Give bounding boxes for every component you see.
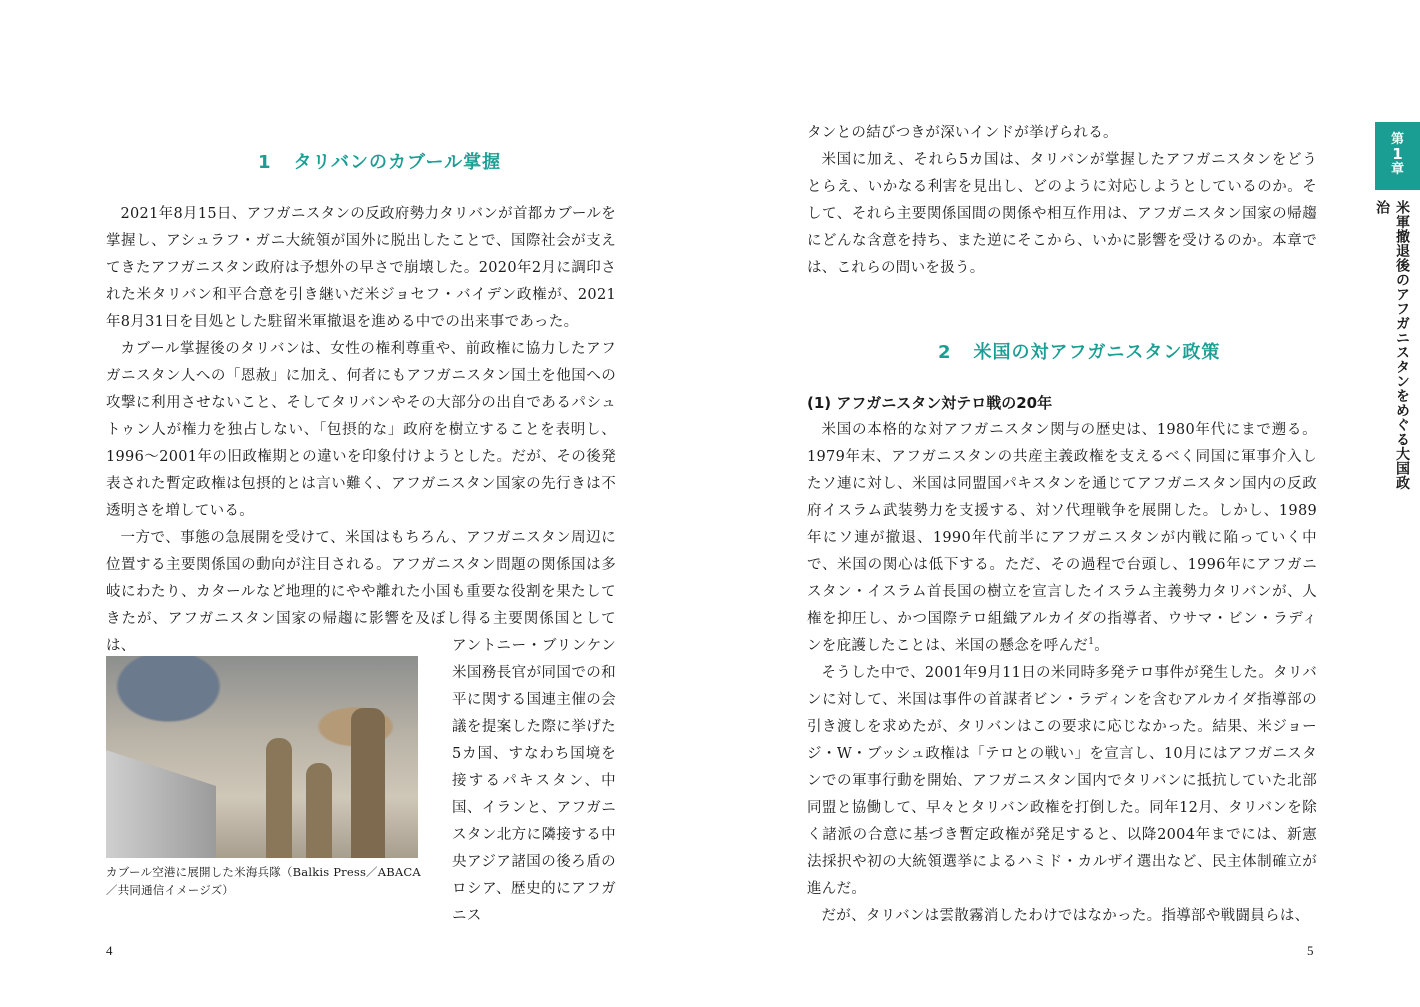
photo-figure — [351, 708, 385, 858]
chapter-tab: 第 1 章 — [1375, 122, 1420, 190]
photo-caption: カブール空港に展開した米海兵隊（Balkis Press／ABACA／共同通信イメージズ） — [106, 865, 421, 897]
footnote-ref: 1 — [1088, 637, 1095, 648]
side-column-text: アントニー・ブリンケン米国務長官が同国での和平に関する国連主催の会議を提案した際に挙げた5カ国、すなわち国境を接するパキスタン、中国、イランと、アフガニスタン北方に隣接する中央アジア諸国の後ろ盾のロシア、歴史的にアフガニス — [452, 638, 616, 924]
photo-figure — [266, 738, 292, 858]
paragraph: 米国に加え、それら5カ国は、タリバンが掌握したアフガニスタンをどうとらえ、いかなる利害を見出し、どのように対応しようとしているのか。そして、それら主要関係国間の関係や相互作用は、アフガニスタン国家の帰趨にどんな含意を持ち、また逆にそこから、いかに影響を受けるのか。本章では、これらの問いを扱う。 — [807, 152, 1317, 276]
photo-figure — [306, 763, 332, 858]
subsection-title: (1) アフガニスタン対テロ戦の20年 — [807, 394, 1053, 412]
left-main-text — [106, 201, 616, 660]
right-intro-text — [807, 120, 1317, 282]
right-page — [710, 0, 1420, 1007]
section-title-1: 1 タリバンのカブール掌握 — [258, 152, 502, 173]
page-number-right: 5 — [1307, 943, 1314, 958]
paragraph: 米国の本格的な対アフガニスタン関与の歴史は、1980年代にまで遡る。1979年末、アフガニスタンの共産主義政権を支えるべく同国に軍事介入したソ連に対し、米国は同盟国パキスタンを通じてアフガニスタン国内の反政府イスラム武装勢力を支援する、対ソ代理戦争を展開した。しかし、1989年にソ連が撤退、1990年代前半にアフガニスタンが内戦に陥っていく中で、米国の関心は低下する。ただ、その過程で台頭し、1996年にアフガニスタン・イスラム首長国の樹立を宣言したイスラム主義勢力タリバンが、人権を抑圧し、かつ国際テロ組織アルカイダの指導者、ウサマ・ビン・ラディンを庇護したことは、米国の懸念を呼んだ$^1$。 — [807, 422, 1317, 654]
photo-barrier — [106, 738, 216, 858]
page-number-left: 4 — [106, 943, 113, 958]
paragraph: 一方で、事態の急展開を受けて、米国はもちろん、アフガニスタン周辺に位置する主要関係国の動向が注目される。アフガニスタン問題の関係国は多岐にわたり、カタールなど地理的にやや離れた小国も重要な役割を果たしてきたが、アフガニスタン国家の帰趨に影響を及ぼし得る主要関係国としては、 — [106, 530, 616, 654]
paragraph: カブール掌握後のタリバンは、女性の権利尊重や、前政権に協力したアフガニスタン人への「恩赦」に加え、何者にもアフガニスタン国土を他国への攻撃に利用させないこと、そしてタリバンやその大部分の出自であるパシュトゥン人が権力を独占しない、「包摂的な」政府を樹立することを表明し、1996～2001年の旧政権期との違いを印象付けようとした。だが、その後発表された暫定政権は包摂的とは言い難く、アフガニスタン国家の先行きは不透明さを増している。 — [106, 341, 616, 519]
section-title-2: 2 米国の対アフガニスタン政策 — [938, 342, 1221, 363]
right-main-text — [807, 390, 1317, 930]
photo-kabul-airport — [106, 656, 418, 858]
paragraph: タンとの結びつきが深いインドが挙げられる。 — [807, 125, 1118, 141]
paragraph: だが、タリバンは雲散霧消したわけではなかった。指導部や戦闘員らは、 — [821, 908, 1310, 924]
chapter-title-vertical: 米軍撤退後のアフガニスタンをめぐる大国政治 — [1374, 200, 1410, 490]
paragraph: そうした中で、2001年9月11日の米同時多発テロ事件が発生した。タリバンに対して、米国は事件の首謀者ビン・ラディンを含むアルカイダ指導部の引き渡しを求めたが、タリバンはこの要求に応じなかった。結果、米ジョージ・W・ブッシュ政権は「テロとの戦い」を宣言し、10月にはアフガニスタンでの軍事行動を開始、アフガニスタン国内でタリバンに抵抗していた北部同盟と協働して、早々とタリバン政権を打倒した。同年12月、タリバンを除く諸派の合意に基づき暫定政権が発足すると、以降2004年までには、新憲法採択や初の大統領選挙によるハミド・カルザイ選出など、民主体制確立が進んだ。 — [807, 665, 1317, 897]
paragraph: 2021年8月15日、アフガニスタンの反政府勢力タリバンが首都カブールを掌握し、アシュラフ・ガニ大統領が国外に脱出したことで、国際社会が支えてきたアフガニスタン政府は予想外の早さで崩壊した。2020年2月に調印された米タリバン和平合意を引き継いだ米ジョセフ・バイデン政権が、2021年8月31日を目処とした駐留米軍撤退を進める中での出来事であった。 — [106, 206, 616, 330]
